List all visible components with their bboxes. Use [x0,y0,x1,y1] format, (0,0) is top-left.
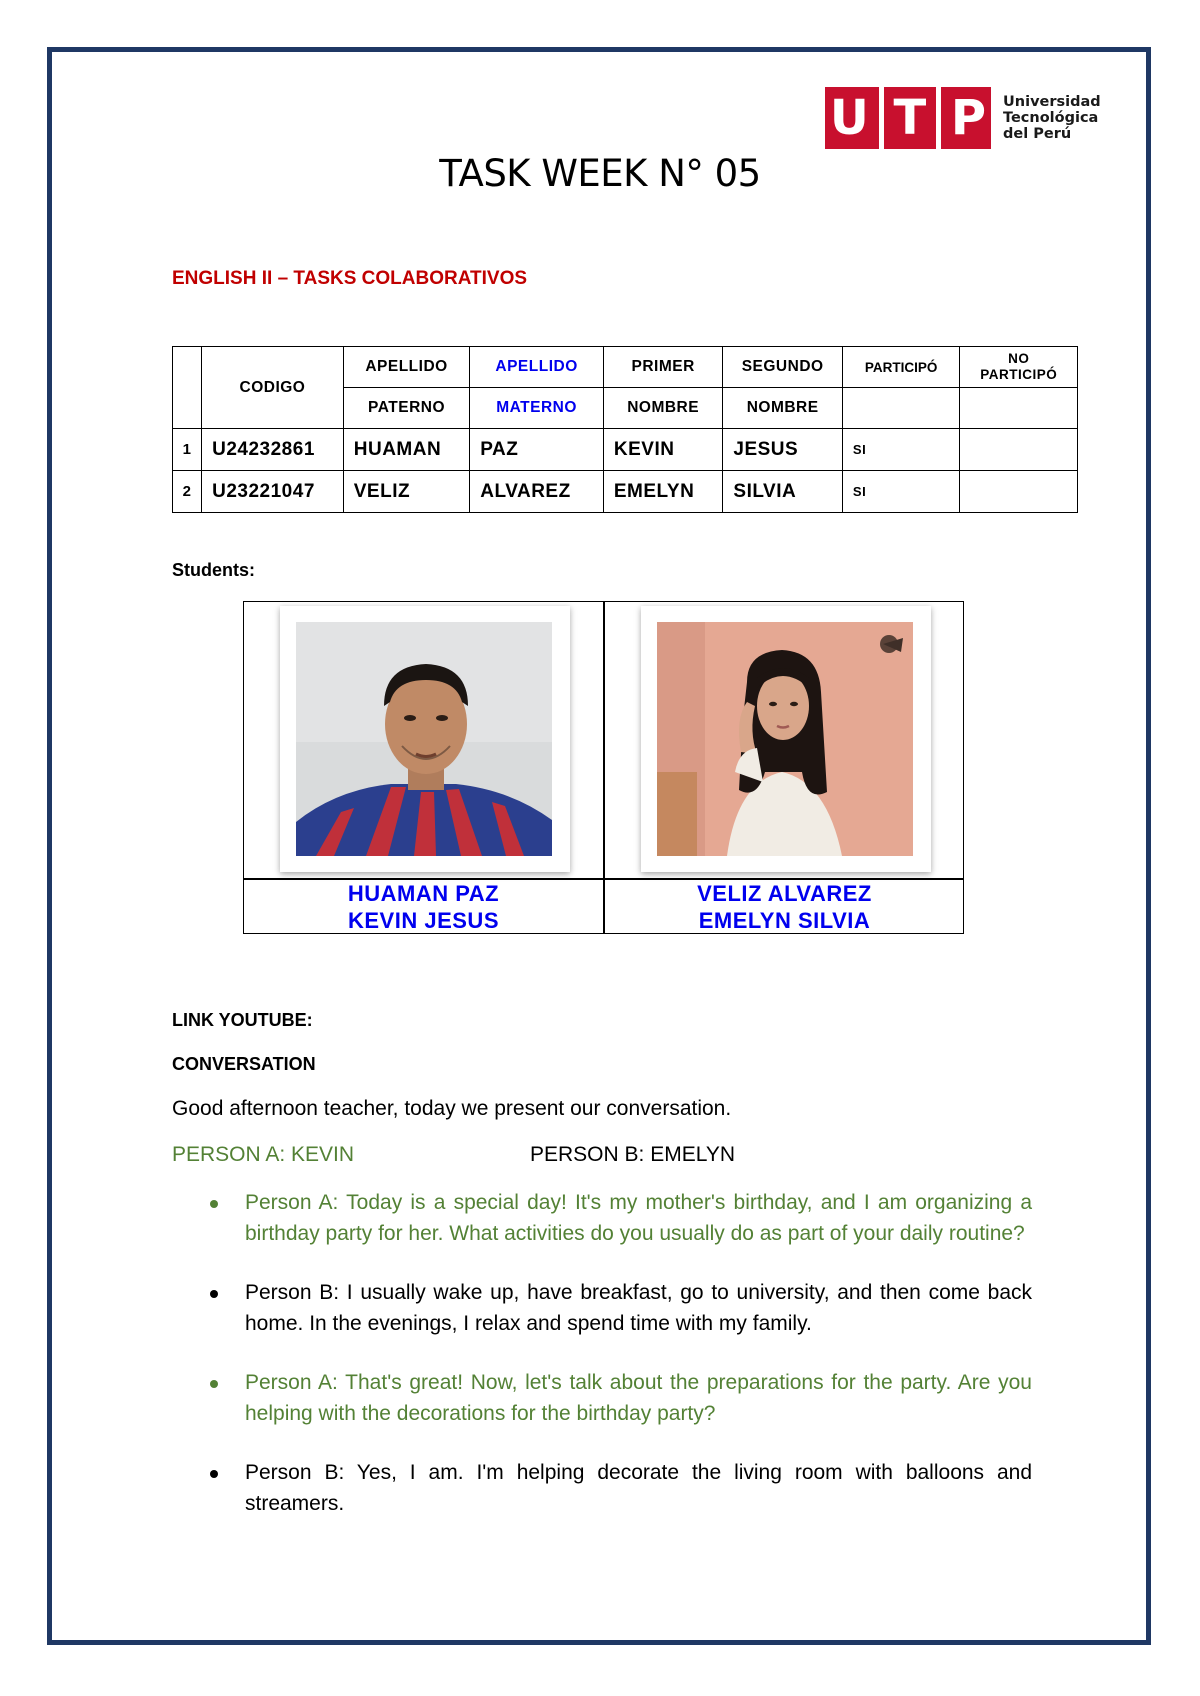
dialogue-list [210,1188,1032,1548]
header-apellido-paterno-top: APELLIDO [343,347,470,388]
header-no-participo: NO PARTICIPÓ [960,347,1078,388]
cell-apellido-paterno: HUAMAN [343,429,470,471]
student-name-line: KEVIN JESUS [348,908,499,933]
student-photo-frame [641,606,931,872]
logo-letter-t: T [893,90,927,146]
logo-text-line: del Perú [1003,126,1072,142]
cell-segundo-nombre: SILVIA [723,471,843,513]
student-photo-emelyn [657,622,913,856]
table-row [173,429,1078,471]
cell-codigo: U23221047 [202,471,344,513]
logo-letter-p: P [950,90,987,146]
cell-participo: SI [842,471,960,513]
logo-text-line: Universidad [1003,94,1101,110]
conversation-heading: CONVERSATION [172,1054,316,1074]
header-empty-cell [842,388,960,429]
person-b-label: PERSON B: EMELYN [530,1143,735,1166]
cell-primer-nombre: KEVIN [603,429,723,471]
header-apellido-materno-top: APELLIDO [470,347,604,388]
students-photo-table [243,601,964,934]
dialogue-line [210,1188,1032,1249]
table-row [173,471,1078,513]
participants-table [172,346,1078,513]
student-name-kevin [244,880,603,934]
student-name-emelyn [605,880,964,934]
person-a-label: PERSON A: KEVIN [172,1143,355,1166]
student-name-line: EMELYN SILVIA [698,908,871,933]
students-label: Students: [172,560,255,580]
utp-logo-text [1003,94,1101,142]
dialogue-text: Person B: I usually wake up, have breakfast, go to university, and then come back home. In the evenings, I relax and spend time with my family. [245,1281,1032,1335]
conversation-intro: Good afternoon teacher, today we present our conversation. [172,1097,732,1120]
page-title: TASK WEEK N° 05 [439,152,761,195]
header-cell-number [173,347,202,429]
logo-separator [936,87,941,149]
dialogue-line [210,1458,1032,1519]
header-segundo-nombre-top: SEGUNDO [723,347,843,388]
logo-letter-u: U [829,90,869,146]
bullet-icon [210,1290,218,1298]
header-participo: PARTICIPÓ [842,347,960,388]
cell-codigo: U24232861 [202,429,344,471]
student-photo-kevin [296,622,552,856]
cell-apellido-materno: ALVAREZ [470,471,604,513]
cell-participo: SI [842,429,960,471]
bullet-icon [210,1200,218,1208]
youtube-link-label: LINK YOUTUBE: [172,1010,313,1030]
course-subtitle: ENGLISH II – TASKS COLABORATIVOS [172,268,528,289]
cell-apellido-materno: PAZ [470,429,604,471]
bullet-icon [210,1470,218,1478]
dialogue-text: Person A: That's great! Now, let's talk about the preparations for the party. Are you helping with the decorations for the birthday party? [245,1371,1032,1425]
table-header-row [173,347,1078,388]
logo-text-line: Tecnológica [1003,110,1099,126]
dialogue-text: Person A: Today is a special day! It's my mother's birthday, and I am organizing a birthday party for her. What activities do you usually do as part of your daily routine? [245,1191,1032,1245]
header-primer-nombre-bottom: NOMBRE [603,388,723,429]
cell-no-participo [960,429,1078,471]
header-segundo-nombre-bottom: NOMBRE [723,388,843,429]
cell-primer-nombre: EMELYN [603,471,723,513]
header-apellido-materno-bottom: MATERNO [470,388,604,429]
row-number: 2 [173,471,202,513]
utp-logo [825,87,1101,149]
bullet-icon [210,1380,218,1388]
row-number: 1 [173,429,202,471]
header-apellido-paterno-bottom: PATERNO [343,388,470,429]
header-primer-nombre-top: PRIMER [603,347,723,388]
dialogue-text: Person B: Yes, I am. I'm helping decorate the living room with balloons and streamers. [245,1461,1032,1515]
student-photo-frame [280,606,570,872]
logo-separator [879,87,884,149]
header-empty-cell [960,388,1078,429]
student-name-line: VELIZ ALVAREZ [697,881,872,906]
dialogue-line [210,1278,1032,1339]
cell-segundo-nombre: JESUS [723,429,843,471]
cell-no-participo [960,471,1078,513]
cell-apellido-paterno: VELIZ [343,471,470,513]
dialogue-line [210,1368,1032,1429]
student-name-line: HUAMAN PAZ [347,881,500,906]
utp-logo-mark [825,87,991,149]
header-codigo: CODIGO [202,347,344,429]
